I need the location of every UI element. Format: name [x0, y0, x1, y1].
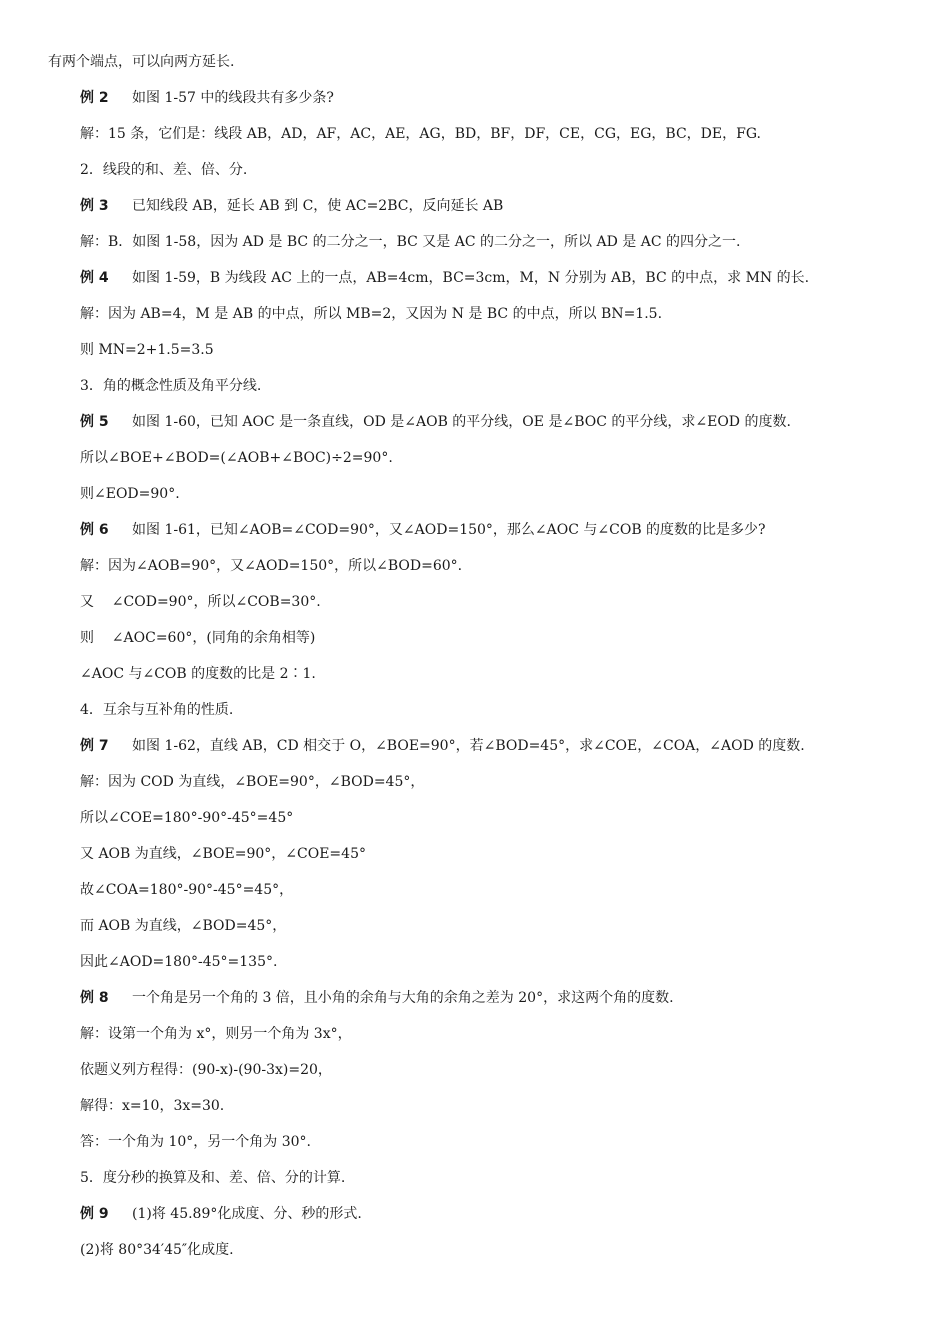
- text-line: 因此∠AOD=180°-45°=135°.: [80, 954, 278, 970]
- example-line: 例 9 (1)将 45.89°化成度、分、秒的形式.: [80, 1206, 362, 1222]
- example-label: 例 2: [80, 90, 109, 106]
- text-line: 所以∠BOE+∠BOD=(∠AOB+∠BOC)÷2=90°.: [80, 450, 393, 466]
- example-line: 例 2 如图 1-57 中的线段共有多少条?: [80, 90, 334, 106]
- example-label: 例 5: [80, 414, 109, 430]
- text-line: 又 ∠COD=90°，所以∠COB=30°.: [80, 594, 321, 610]
- example-label: 例 9: [80, 1206, 109, 1222]
- section-heading: 5．度分秒的换算及和、差、倍、分的计算.: [80, 1170, 346, 1186]
- text-line: 解：设第一个角为 x°，则另一个角为 3x°，: [80, 1026, 352, 1042]
- example-label: 例 4: [80, 270, 109, 286]
- text-line: 答：一个角为 10°，另一个角为 30°.: [80, 1134, 311, 1150]
- text-line: 解：B．如图 1-58，因为 AD 是 BC 的二分之一，BC 又是 AC 的二分之一，所以 AD 是 AC 的四分之一.: [80, 234, 741, 250]
- example-label: 例 3: [80, 198, 109, 214]
- section-heading: 4．互余与互补角的性质.: [80, 702, 234, 718]
- section-heading: 3．角的概念性质及角平分线.: [80, 378, 262, 394]
- text-line: 则∠EOD=90°.: [80, 486, 180, 502]
- text-line: 则 ∠AOC=60°，(同角的余角相等): [80, 630, 316, 646]
- example-label: 例 8: [80, 990, 109, 1006]
- example-line: 例 5 如图 1-60，已知 AOC 是一条直线，OD 是∠AOB 的平分线，OE 是∠BOC 的平分线，求∠EOD 的度数.: [80, 414, 791, 430]
- text-line: 解：因为 COD 为直线，∠BOE=90°，∠BOD=45°，: [80, 774, 425, 790]
- text-line: 故∠COA=180°-90°-45°=45°，: [80, 882, 294, 898]
- text-line: 则 MN=2+1.5=3.5: [80, 342, 214, 358]
- text-line: 而 AOB 为直线，∠BOD=45°，: [80, 918, 287, 934]
- text-line: 又 AOB 为直线，∠BOE=90°，∠COE=45°: [80, 846, 366, 862]
- text-line: (2)将 80°34′45″化成度.: [80, 1242, 234, 1258]
- section-heading: 2．线段的和、差、倍、分.: [80, 162, 248, 178]
- text-line: 解得：x=10，3x=30.: [80, 1098, 225, 1114]
- text-line: 有两个端点，可以向两方延长.: [48, 54, 235, 70]
- text-line: 解：因为 AB=4，M 是 AB 的中点，所以 MB=2，又因为 N 是 BC 的中点，所以 BN=1.5.: [80, 306, 663, 322]
- example-line: 例 7 如图 1-62，直线 AB，CD 相交于 O，∠BOE=90°，若∠BOD=45°，求∠COE，∠COA，∠AOD 的度数.: [80, 738, 805, 754]
- example-line: 例 8 一个角是另一个角的 3 倍，且小角的余角与大角的余角之差为 20°，求这两个角的度数.: [80, 990, 674, 1006]
- text-line: 解：15 条，它们是：线段 AB，AD，AF，AC，AE，AG，BD，BF，DF，CE，CG，EG，BC，DE，FG.: [80, 126, 761, 142]
- text-line: 依题义列方程得：(90-x)-(90-3x)=20，: [80, 1062, 332, 1078]
- example-line: 例 3 已知线段 AB，延长 AB 到 C，使 AC=2BC，反向延长 AB: [80, 198, 504, 214]
- example-label: 例 6: [80, 522, 109, 538]
- example-label: 例 7: [80, 738, 109, 754]
- example-line: 例 6 如图 1-61，已知∠AOB=∠COD=90°，又∠AOD=150°，那么∠AOC 与∠COB 的度数的比是多少?: [80, 522, 766, 538]
- text-line: 所以∠COE=180°-90°-45°=45°: [80, 810, 294, 826]
- text-line: 解：因为∠AOB=90°，又∠AOD=150°，所以∠BOD=60°.: [80, 558, 463, 574]
- text-line: ∠AOC 与∠COB 的度数的比是 2∶1.: [80, 666, 316, 682]
- example-line: 例 4 如图 1-59，B 为线段 AC 上的一点，AB=4cm，BC=3cm，M，N 分别为 AB，BC 的中点，求 MN 的长.: [80, 270, 810, 286]
